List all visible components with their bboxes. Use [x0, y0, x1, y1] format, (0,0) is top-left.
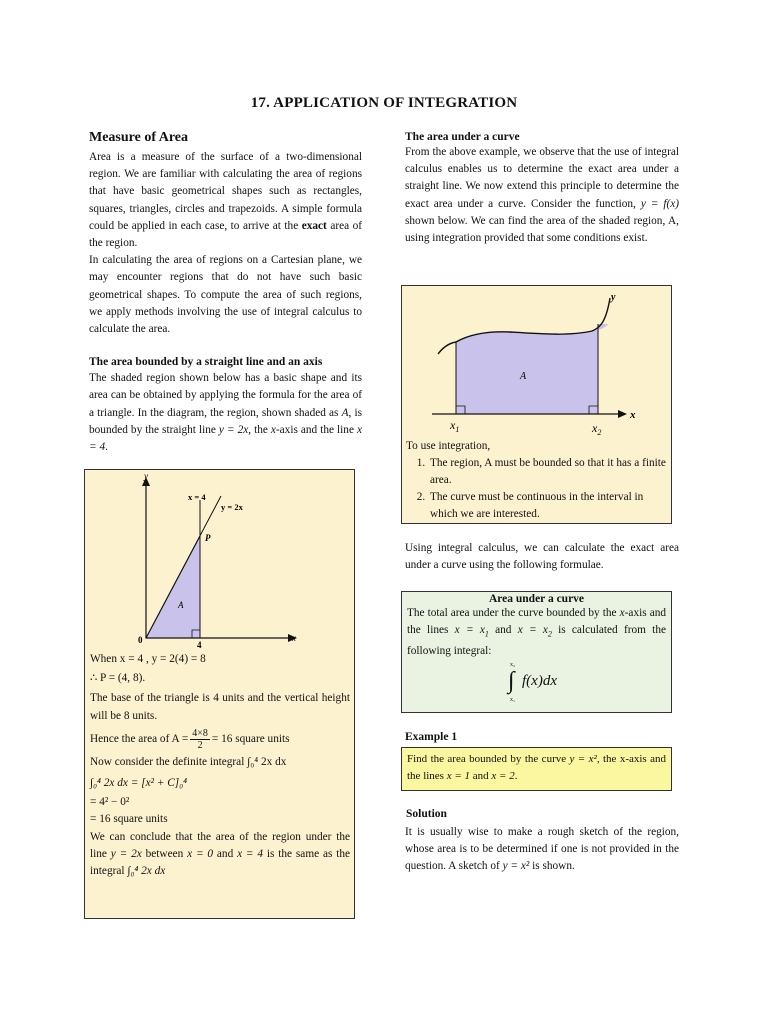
- triangle-working: [90, 651, 350, 880]
- hence-area-line: Hence the area of A = $\frac{4\times 8}{2}$ = 16 square units: [90, 727, 290, 751]
- curve-heading: The area under a curve: [405, 131, 520, 143]
- example-question-box: [401, 747, 672, 791]
- area-integral: x₂ ∫ x₁ f(x)dx: [508, 662, 557, 703]
- condition-item: 1. The region, A must be bounded so that it has a finite area.: [428, 455, 668, 489]
- when-line: When x = 4 , y = 2(4) = 8: [90, 653, 206, 665]
- measure-paragraph-2: In calculating the area of regions on a Cartesian plane, we may encounter regions that do not have such basic geometrical shapes. To compute the area of such regions, we apply methods involving the use of integral calculus to calculate the area.: [89, 254, 362, 336]
- origin-label: 0: [138, 635, 143, 645]
- integral-evaluation: ∫₀⁴ 2x dx = [x² + C]₀⁴: [90, 777, 188, 790]
- solution-heading: Solution: [406, 808, 447, 820]
- curve-diagram: [402, 286, 671, 436]
- measure-paragraph-1: Area is a measure of the surface of a two-dimensional region. We are familiar with calculating the area of regions that have basic geometrical shapes such as rectangles, squares, triangles, circles and trapezoids. A simple formula could be applied in each case, to arrive at the exact area of the region.: [89, 151, 363, 250]
- integration-conditions: [406, 438, 668, 523]
- formula-box: [401, 591, 672, 713]
- curve-example-box: [401, 285, 672, 524]
- y-axis-label: y: [144, 471, 148, 481]
- curve-paragraph: From the above example, we observe that the use of integral calculus enables us to determine the exact area under a straight line. We now extend this principle to determine the exact area under a curve. Consider the function, y = f(x) shown below. We can find the area of the shaded region, A, using integration provided that some conditions exist.: [405, 146, 679, 245]
- curve-section: [405, 131, 679, 247]
- region-a-label: A: [520, 371, 527, 382]
- x1-label: $x_1$: [450, 418, 460, 434]
- evaluation-step-1: = 4² − 0²: [90, 796, 130, 809]
- example-question: Find the area bounded by the curve y = x², the x-axis and the lines x = 1 and x = 2.: [407, 753, 666, 783]
- x-axis-label: x: [292, 633, 296, 643]
- example-heading: Example 1: [405, 731, 458, 743]
- line-heading: The area bounded by a straight line and an axis: [89, 356, 323, 369]
- formula-box-text: The total area under the curve bounded by the x-axis and the lines $x = x_1$ and $x = x_2$ is calculated from the following integral:: [407, 607, 667, 657]
- therefore-line: ∴ P = (4, 8).: [90, 672, 146, 685]
- x4-line-label: x = 4: [188, 492, 206, 502]
- formula-box-title: Area under a curve: [488, 593, 585, 605]
- conclusion-text: We can conclude that the area of the region under the line y = 2x between x = 0 and x = 4 is the same as the integral ∫₀⁴ 2x dx: [90, 830, 351, 878]
- using-calculus-text: Using integral calculus, we can calculate the exact area under a curve using the following formulae.: [405, 542, 679, 572]
- evaluation-step-2: = 16 square units: [90, 813, 168, 826]
- triangle-example-box: [84, 469, 355, 919]
- condition-item: 2. The curve must be continuous in the interval in which we are interested.: [428, 489, 668, 523]
- use-integration-text: To use integration,: [406, 440, 491, 452]
- x-axis-label: x: [630, 409, 636, 421]
- region-a-label: A: [178, 600, 184, 610]
- x2-label: $x_2$: [592, 421, 602, 436]
- line-eq-label: y = 2x: [221, 502, 243, 512]
- line-paragraph: The shaded region shown below has a basic shape and its area can be obtained by applying the formula for the area of a triangle. In the diagram, the region, shown shaded as A, is bounded by the straight line y = 2x, the x-axis and the line x = 4.: [89, 372, 363, 454]
- solution-text: It is usually wise to make a rough sketch of the region, whose area is to be determined if one is not provided in the question. A sketch of y = x² is shown.: [405, 826, 679, 873]
- base-height-text: The base of the triangle is 4 units and the vertical height will be 8 units.: [90, 692, 350, 722]
- point-p-label: P: [205, 533, 211, 543]
- measure-heading: Measure of Area: [89, 130, 189, 145]
- page-title: 17. APPLICATION OF INTEGRATION: [250, 95, 518, 111]
- consider-integral-line: Now consider the definite integral ∫₀⁴ 2x dx: [90, 755, 287, 768]
- tick-4-label: 4: [197, 640, 202, 650]
- y-axis-label: y: [611, 292, 616, 303]
- conditions-list: [406, 455, 668, 523]
- measure-section: [89, 130, 362, 456]
- triangle-diagram: [85, 470, 354, 655]
